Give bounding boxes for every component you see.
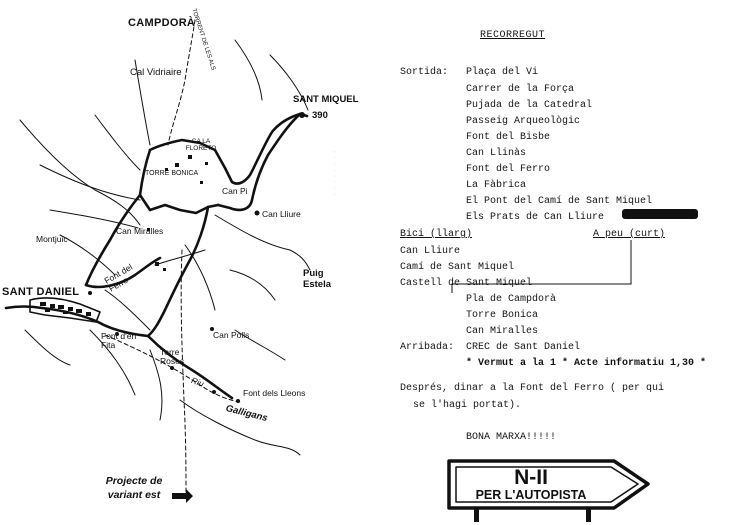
apeu-header: A peu (curt) [593,229,666,240]
sortida-item: Font del Bisbe [466,132,551,143]
map-label-can-miralles: Can Miralles [116,226,164,236]
map-label-font-den-fita: Font d'en Fita [101,331,137,350]
bleed-through-text: · · · · · · · · [329,150,340,197]
sortida-item: El Pont del Camí de Sant Miquel [466,196,653,207]
map-label-torrent: TORRENT DE LES ALS [190,8,216,72]
sortida-item: Els Prats de Can Lliure [466,212,605,223]
bici-header: Bici (llarg) [400,229,473,240]
map-label-campdora: CAMPDORÀ [128,17,196,29]
sortida-item: La Fàbrica [466,180,527,191]
map-label-montjuic: Montjuic [36,234,68,244]
arribada-value: CREC de Sant Daniel [466,342,581,353]
despres-line-2: se l'hagi portat). [413,400,522,411]
sign-line-1: N-II [514,466,548,489]
map-label-font-dels-lleons: Font dels Lleons [243,388,306,398]
map-label-puig-estela: Puig Estela [303,268,331,291]
sortida-label: Sortida: [400,67,449,78]
sortida-item: Can Llinàs [466,148,527,159]
map-label-riu: Riu [189,375,206,389]
map-label-font-del-ferro: Font del Ferro [102,261,135,294]
common-item: Can Miralles [466,326,539,337]
map-label-cal-vidriaire: Cal Vidriaire [130,67,182,78]
sortida-item: Pujada de la Catedral [466,100,593,111]
common-item: Pla de Campdorà [466,294,557,305]
arribada-label: Arribada: [400,342,455,353]
sortida-item: Carrer de la Força [466,84,575,95]
map-label-projecte: Projecte de variant est [105,475,163,502]
sign-line-2: PER L'AUTOPISTA [475,488,587,502]
map-label-can-polls: Can Polls [213,330,250,340]
despres-line-1: Després, dinar a la Font del Ferro ( per qui [400,383,665,394]
route-title: RECORREGUT [480,30,546,41]
map-label-can-lliure: Can Lliure [262,209,301,219]
common-item: Torre Bonica [466,310,539,321]
bici-item: Camí de Sant Miquel [400,262,515,273]
sortida-item: Plaça del Vi [466,67,539,78]
extras-line: * Vermut a la 1 * Acte informatiu 1,30 * [466,358,707,369]
map-label-torre-bonica: TORRE BONICA [145,170,199,177]
map-label-sant-miquel: SANT MIQUEL [293,94,359,105]
bici-item: Castell de Sant Miquel [400,278,533,289]
bona-marxa: BONA MARXA!!!!! [466,432,557,443]
sortida-item: Passeig Arqueològic [466,116,581,127]
map-label-altitude: 390 [312,110,328,121]
map-label-sant-daniel: SANT DANIEL [2,286,80,298]
bici-item: Can Lliure [400,246,461,257]
map-label-cala-floreto: CA LA FLORETO [185,138,217,152]
map-label-can-pi: Can Pi [222,186,248,196]
map-label-galligans: Galligans [224,403,269,425]
map-label-torre-roses: Torre Roses [160,347,185,366]
sortida-item: Font del Ferro [466,164,551,175]
